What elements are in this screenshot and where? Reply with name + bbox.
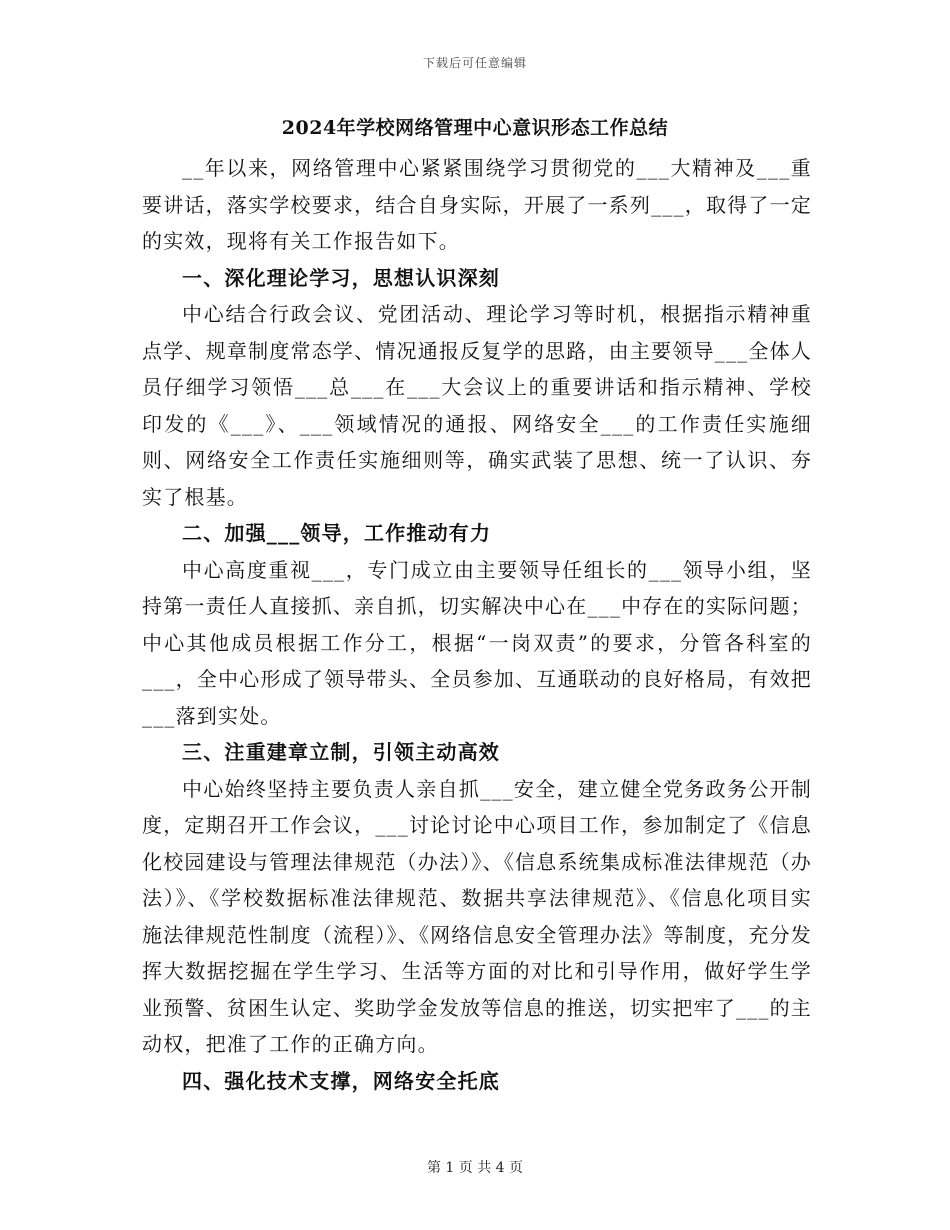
section-paragraph-2: 中心高度重视___，专门成立由主要领导任组长的___领导小组，坚持第一责任人直接抓、亲自抓，切实解决中心在___中存在的实际问题；中心其他成员根据工作分工，根据“一岗双责”的要求，分管各科室的___，全中心形成了领导带头、全员参加、互通联动的良好格局，有效把___落到实处。 (142, 557, 812, 728)
section-heading-1: 一、深化理论学习，思想认识深刻 (182, 265, 500, 290)
document-body (142, 150, 812, 1099)
page-title: 2024年学校网络管理中心意识形态工作总结 (281, 117, 669, 139)
section-heading-2: 二、加强___领导，工作推动有力 (182, 521, 492, 545)
section-paragraph-1: 中心结合行政会议、党团活动、理论学习等时机，根据指示精神重点学、规章制度常态学、情况通报反复学的思路，由主要领导___全体人员仔细学习领悟___总___在___大会议上的重要讲话和指示精神、学校印发的《___》、___领域情况的通报、网络安全___的工作责任实施细则、网络安全工作责任实施细则等，确实武装了思想、统一了认识、夯实了根基。 (142, 302, 812, 509)
intro-paragraph: __年以来，网络管理中心紧紧围绕学习贯彻党的___大精神及___重要讲话，落实学校要求，结合自身实际，开展了一系列___，取得了一定的实效，现将有关工作报告如下。 (142, 156, 812, 253)
section-paragraph-3: 中心始终坚持主要负责人亲自抓___安全，建立健全党务政务公开制度，定期召开工作会议，___讨论讨论中心项目工作，参加制定了《信息化校园建设与管理法律规范（办法）》、《信息系统集成标准法律规范（办法）》、《学校数据标准法律规范、数据共享法律规范》、《信息化项目实施法律规范性制度（流程）》、《网络信息安全管理办法》等制度，充分发挥大数据挖掘在学生学习、生活等方面的对比和引导作用，做好学生学业预警、贫困生认定、奖助学金发放等信息的推送，切实把牢了___的主动权，把准了工作的正确方向。 (142, 776, 812, 1056)
section-heading-4: 四、强化技术支撑，网络安全托底 (182, 1068, 500, 1093)
page-number: 第 1 页 共 4 页 (426, 1160, 524, 1176)
header-note: 下载后可任意编辑 (422, 56, 527, 70)
section-heading-3: 三、注重建章立制，引领主动高效 (182, 740, 500, 764)
